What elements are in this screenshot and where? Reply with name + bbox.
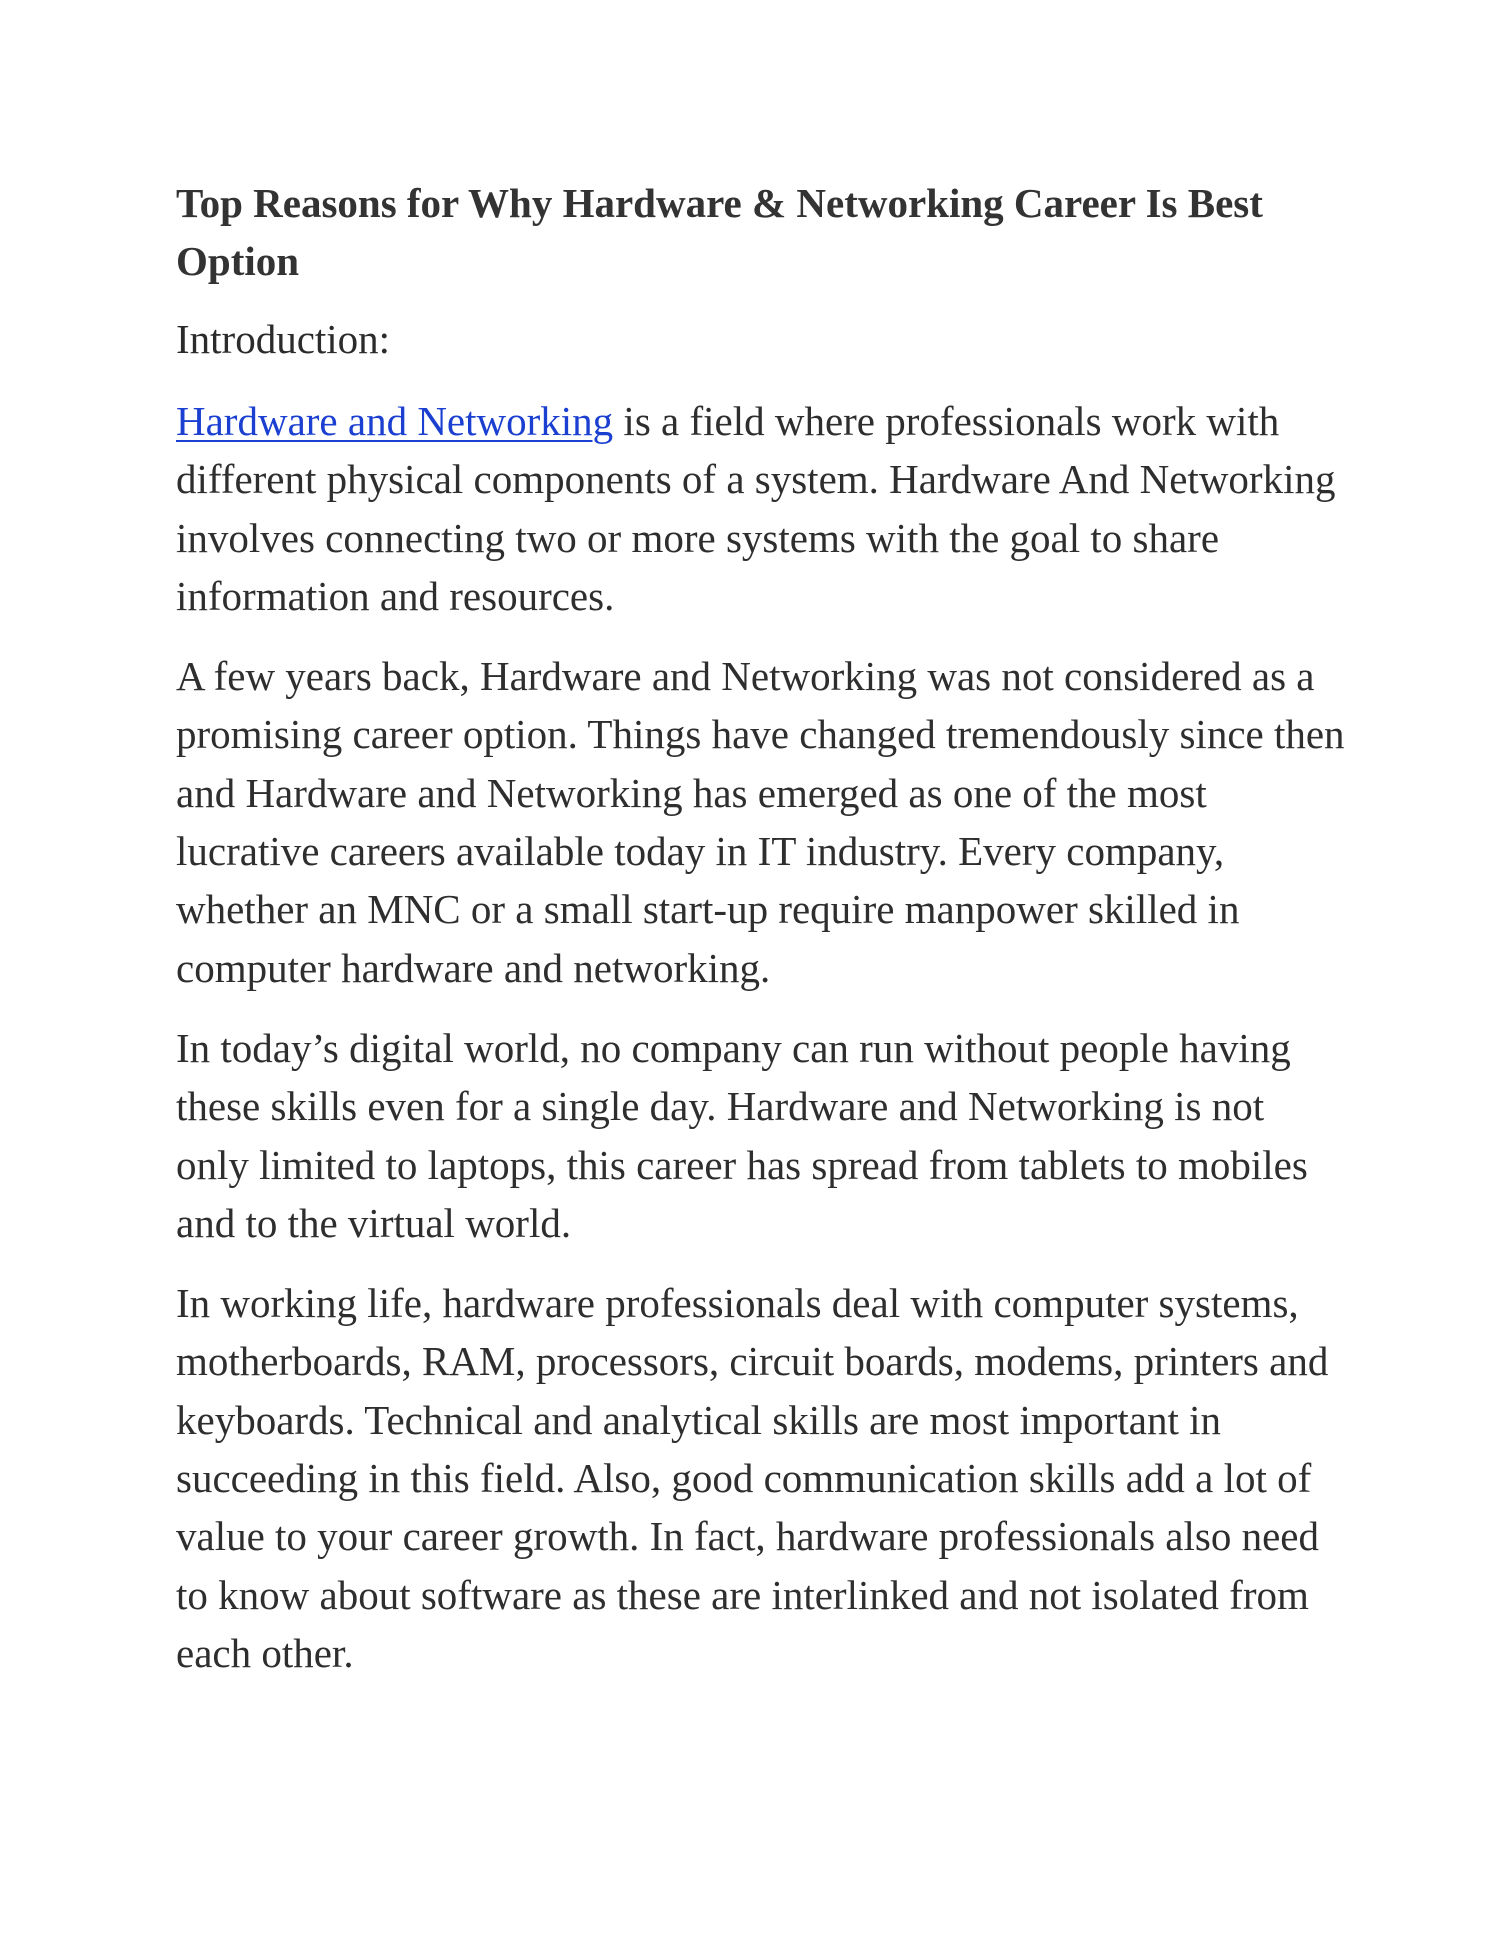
introduction-label: Introduction:	[176, 316, 391, 362]
paragraph-2: A few years back, Hardware and Networking was not considered as a promising career option. Things have changed tremendously since then and Hardware and Networking has emerged as one of the most lucrative careers available today in IT industry. Every company, whether an MNC or a small start-up require manpower skilled in computer hardware and networking.	[176, 653, 1345, 991]
hardware-networking-link[interactable]: Hardware and Networking	[176, 398, 614, 444]
paragraph-1	[176, 392, 1346, 625]
document-page	[176, 174, 1346, 1682]
paragraph-4: In working life, hardware professionals deal with computer systems, motherboards, RAM, processors, circuit boards, modems, printers and keyboards. Technical and analytical skills are most important in succeeding in this field. Also, good communication skills add a lot of value to your career growth. In fact, hardware professionals also need to know about software as these are interlinked and not isolated from each other.	[176, 1280, 1329, 1676]
document-title: Top Reasons for Why Hardware & Networking Career Is Best Option	[176, 180, 1263, 284]
paragraph-3: In today’s digital world, no company can run without people having these skills even for a single day. Hardware and Networking is not only limited to laptops, this career has spread from tablets to mobiles and to the virtual world.	[176, 1024, 1308, 1246]
paragraph-1-text: is a field where professionals work with different physical components of a system. Hardware And Networking involves connecting two or more systems with the goal to share information and resources.	[176, 398, 1336, 619]
